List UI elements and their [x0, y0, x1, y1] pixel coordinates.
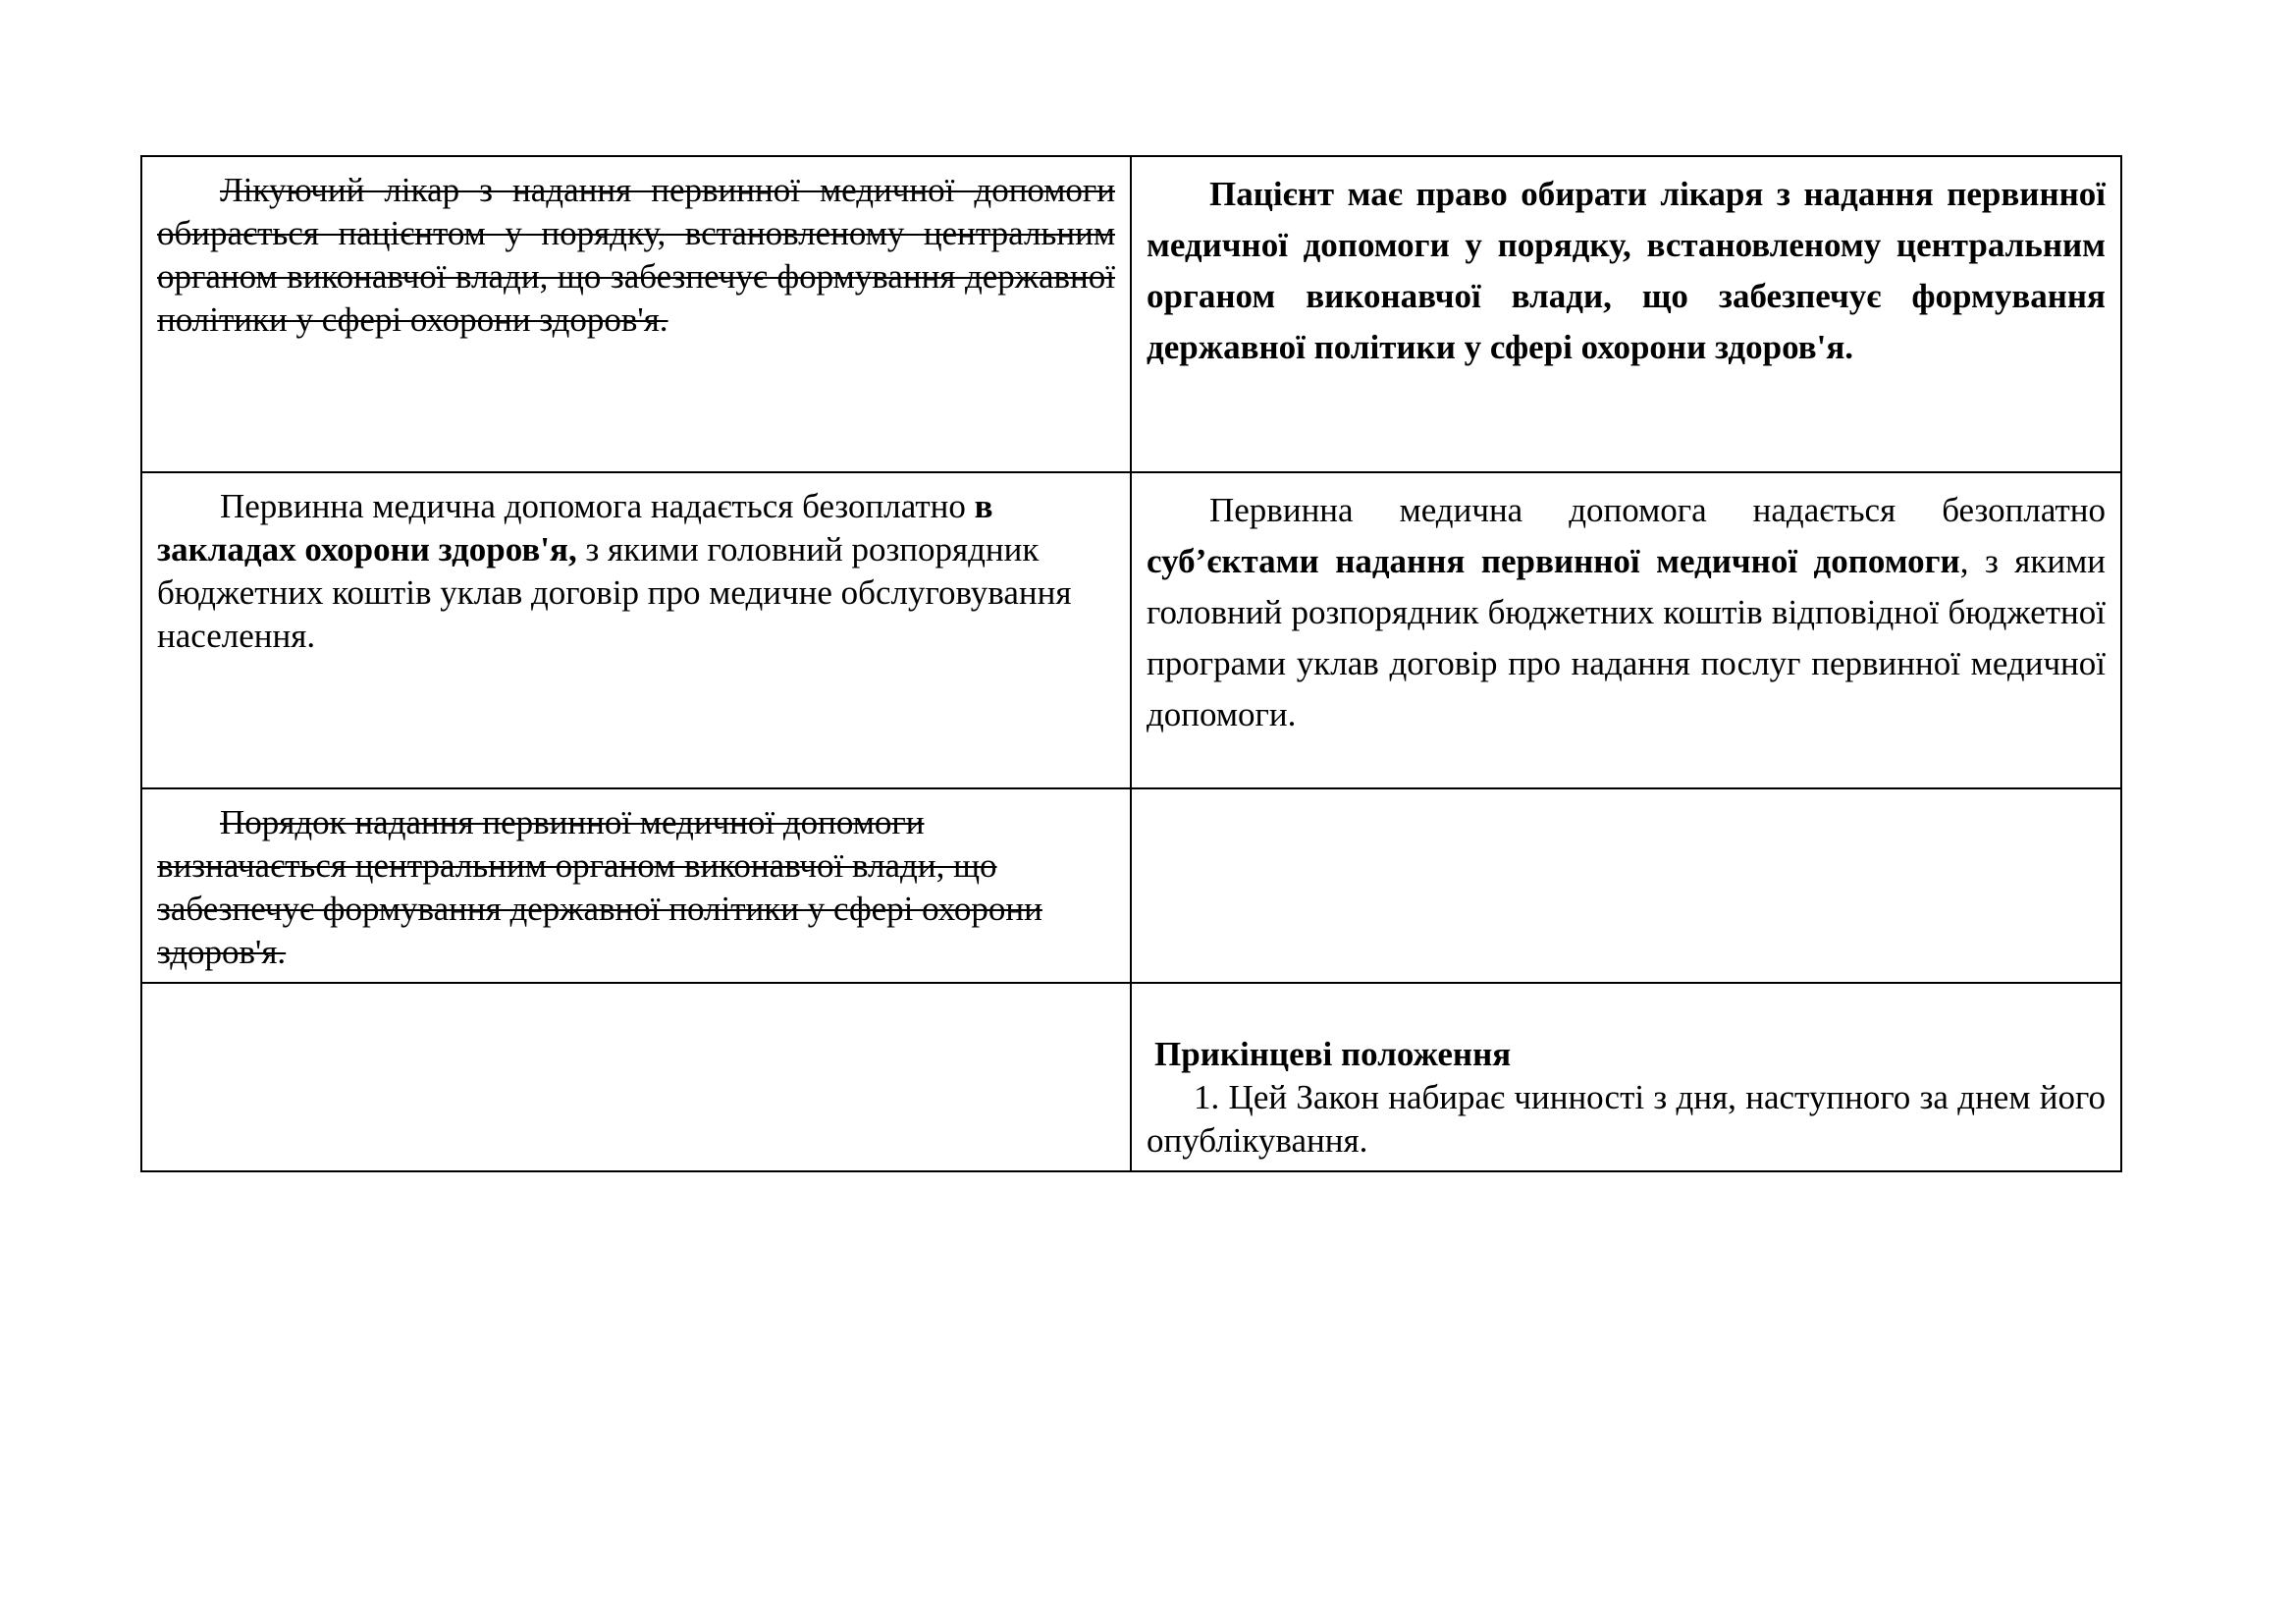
- bold-paragraph: Пацієнт має право обирати лікаря з надання первинної медичної допомоги у порядку, встановленому центральним органом виконавчої влади, що забезпечує формування державної політики у сфері охорони здоров'я.: [1147, 175, 2106, 366]
- text-run: з якими головний розпорядник бюджетних коштів уклав договір про медичне обслуговування населення.: [157, 530, 1072, 655]
- current-text-cell: [141, 156, 1131, 472]
- table-row: [141, 983, 2121, 1171]
- current-text-cell: [141, 788, 1131, 983]
- table-row: [141, 472, 2121, 788]
- proposed-text-cell: [1131, 156, 2121, 472]
- struck-paragraph: Лікуючий лікар з надання первинної медичної допомоги обирається пацієнтом у порядку, встановленому центральним органом виконавчої влади, що забезпечує формування державної політики у сфері охорони здоров'я.: [157, 171, 1115, 339]
- text-run: Первинна медична допомога надається безоплатно: [1209, 491, 2106, 529]
- bold-text-run: в закладах охорони здоров'я,: [157, 487, 993, 568]
- proposed-text-cell: [1131, 472, 2121, 788]
- table-row: [141, 156, 2121, 472]
- paragraph: [1147, 485, 2106, 740]
- paragraph: [157, 485, 1115, 658]
- bold-text-run: суб’єктами надання первинної медичної допомоги: [1147, 542, 1960, 580]
- proposed-text-cell: [1131, 983, 2121, 1171]
- current-text-cell: [141, 472, 1131, 788]
- text-run: , з якими головний розпорядник бюджетних коштів відповідної бюджетної програми уклав договір про надання послуг первинної медичної допомоги.: [1147, 542, 2107, 733]
- current-text-cell: [141, 983, 1131, 1171]
- list-item: 1. Цей Закон набирає чинності з дня, наступного за днем його опублікування.: [1147, 1078, 2106, 1160]
- proposed-text-cell: [1131, 788, 2121, 983]
- section-heading: Прикінцеві положення: [1154, 1035, 1512, 1073]
- comparison-table: [140, 155, 2122, 1172]
- text-run: Первинна медична допомога надається безоплатно: [220, 487, 975, 525]
- table-row: [141, 788, 2121, 983]
- struck-paragraph: Порядок надання первинної медичної допомоги визначається центральним органом виконавчої влади, що забезпечує формування державної політики у сфері охорони здоров'я.: [157, 803, 1042, 971]
